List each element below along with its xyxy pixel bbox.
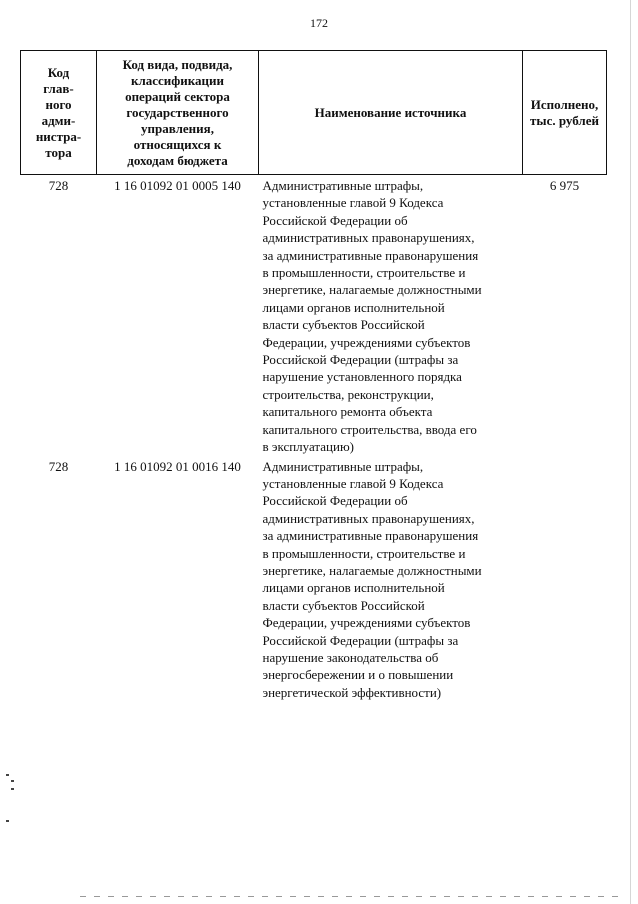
source-line: административных правонарушениях, [262,230,475,246]
source-line: Административные штрафы, [262,178,424,193]
header-line: доходам бюджета [127,152,228,168]
header-line: Исполнено, [530,96,599,112]
source-line: лицами органов исполнительной [262,299,445,315]
source-line: Российской Федерации об [262,493,408,509]
table-row [21,175,607,456]
page-number: 172 [310,16,328,30]
source-line: энергетике, налагаемые должностными [262,562,482,578]
source-line: капитального строительства, ввода его [262,421,477,437]
source-line: энергетике, налагаемые должностными [262,282,482,298]
header-line: государственного [126,104,229,120]
header-line: адми- [41,112,76,128]
scan-speck [6,820,9,822]
source-line: установленные главой 9 Кодекса [262,195,444,211]
header-line: Код [47,64,70,80]
table-header-row [21,51,607,175]
source-line: установленные главой 9 Кодекса [262,475,444,491]
header-line: нистра- [35,128,82,144]
scan-bottom-noise [80,896,620,897]
header-type-code [97,51,259,175]
header-line: ного [45,96,72,112]
classification-code-cell: 1 16 01092 01 0005 140 [114,178,241,193]
source-line: капитального ремонта объекта [262,404,433,420]
source-line: Российской Федерации (штрафы за [262,632,459,648]
source-line: нарушение установленного порядка [262,369,462,385]
scan-speck [11,780,14,782]
source-line: нарушение законодательства об [262,649,439,665]
executed-amount-cell [523,456,607,702]
source-line: энергосбережении и о повышении [262,667,454,683]
header-source-name: Наименование источника [259,51,523,175]
header-line: тора [45,144,72,160]
classification-code-cell: 1 16 01092 01 0016 140 [114,458,241,474]
scan-speck [6,774,9,776]
source-line: Федерации, учреждениями субъектов [262,615,471,631]
source-line: энергетической эффективности) [262,684,442,700]
scan-margin-marks [6,770,16,830]
revenue-table [20,50,607,701]
executed-amount-cell: 6 975 [549,178,580,193]
admin-code-cell: 728 [48,178,69,193]
source-name-cell [259,175,523,456]
source-line: лицами органов исполнительной [262,580,445,596]
source-line: Российской Федерации об [262,212,408,228]
header-executed [523,51,607,175]
source-line: в эксплуатацию) [262,439,355,455]
header-line: относящихся к [133,136,222,152]
header-admin-code [21,51,97,175]
source-line: за административные правонарушения [262,247,479,263]
source-line: в промышленности, строительстве и [262,265,466,281]
source-line: в промышленности, строительстве и [262,545,466,561]
source-line: административных правонарушениях, [262,510,475,526]
header-line: классификации [130,72,225,88]
source-line: Российской Федерации (штрафы за [262,352,459,368]
header-line: управления, [141,120,214,136]
source-line: за административные правонарушения [262,528,479,544]
header-line: Код вида, подвида, [122,56,233,72]
source-line: Федерации, учреждениями субъектов [262,334,471,350]
header-line: тыс. рублей [530,112,599,128]
table-row [21,456,607,702]
source-line: власти субъектов Российской [262,317,425,333]
source-line: власти субъектов Российской [262,597,425,613]
scan-speck [11,788,14,790]
source-line: Административные штрафы, [262,458,424,474]
source-line: строительства, реконструкции, [262,386,434,402]
admin-code-cell: 728 [48,458,69,474]
header-line: операций сектора [125,88,230,104]
header-line: глав- [43,80,74,96]
scan-edge-line [630,0,631,904]
source-name-cell [259,456,523,702]
